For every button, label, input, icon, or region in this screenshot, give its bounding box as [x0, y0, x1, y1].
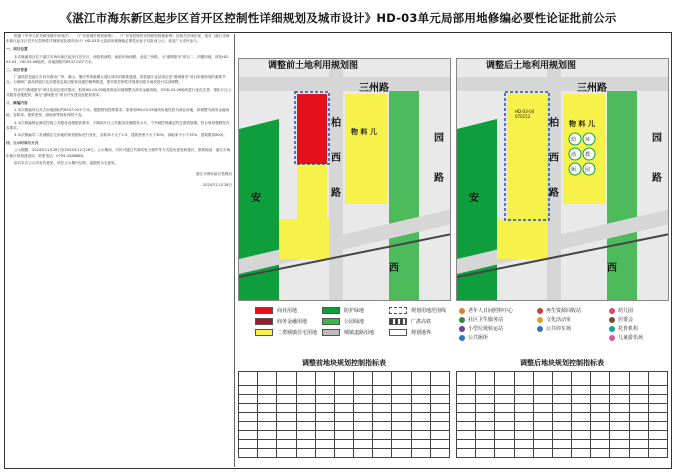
road-baixi — [329, 59, 343, 301]
table-row — [457, 422, 668, 431]
column-divider — [234, 34, 235, 467]
table-row — [457, 386, 668, 395]
legend-item — [322, 307, 364, 314]
residential-plot-east — [563, 94, 605, 204]
signature-date: 2024年11月28日 — [202, 183, 232, 188]
legend-item — [459, 325, 503, 332]
road-sanzhou — [457, 77, 669, 91]
toilet-icon — [459, 335, 465, 341]
facility-label: 物 料 儿 — [569, 120, 595, 128]
legend-label: 规划地界 — [411, 330, 432, 336]
map-legend — [237, 303, 671, 355]
paragraph-1: 本次修编项目位于湛江市海东新区起步区首开区，西临柏西路，南临东海西路，北临三州路，为"港城夏至"项目二、四期用地，涉及HD-03-05、HD-03-06地块，用地面积约6537.00平方米。 — [6, 54, 229, 64]
legend-label: 商务金融用地 — [277, 319, 308, 325]
residential-plot — [297, 164, 327, 219]
after-table-block — [456, 356, 668, 464]
legend-swatch — [255, 307, 273, 314]
section-heading-1: 一、项目位置 — [6, 47, 28, 52]
legend-label: 广湛高铁 — [411, 319, 432, 325]
paragraph-8: 如对本次公示内容有意见，请在公示期内反馈，逾期视为无意见。 — [14, 160, 119, 165]
legend-label: 幼儿园 — [618, 308, 634, 314]
facility-char: 消 — [571, 152, 577, 158]
legend-swatch — [322, 307, 340, 314]
table-row — [457, 413, 668, 422]
legend-swatch — [322, 318, 340, 325]
legend-label: 公园绿地 — [344, 319, 365, 325]
road-sanzhou — [239, 77, 451, 91]
paragraph-7: 公示期限：2024年11月28日至2024年12月28日。公示期间，市民可通过书面或电子邮件等方式提出意见和建议，联系地址：湛江市海东新区规划建设局，联系电话：0759-3388888。 — [6, 148, 231, 158]
legend-swatch — [389, 318, 407, 325]
before-map-svg — [239, 59, 451, 301]
road-label-an: 安 — [251, 193, 261, 204]
table-row — [239, 413, 450, 422]
paragraph-6: 3.本次修编对二类城镇住宅用地的规划指标进行优化，容积率不大于2.5，建筑密度不大于30%，绿地率不小于35%，建筑限高80米。 — [14, 133, 227, 138]
legend-label: 居委会 — [618, 317, 634, 323]
page-title: 《湛江市海东新区起步区首开区控制性详细规划及城市设计》HD-03单元局部用地修编必要性论证批前公示 — [60, 11, 617, 25]
legend-swatch — [255, 318, 273, 325]
residential-plot-south — [279, 219, 329, 259]
road-label-an: 安 — [469, 193, 479, 204]
commercial-plot — [297, 94, 327, 164]
legend-label: 社区卫生服务站 — [468, 317, 504, 323]
facility-char: 教 — [585, 152, 591, 158]
legend-label: 二类城镇住宅用地 — [277, 330, 318, 336]
legend-label: 商业用地 — [277, 308, 298, 314]
table-header-row — [457, 372, 668, 386]
facility-label: 物 料 儿 — [351, 128, 377, 136]
after-map — [456, 58, 669, 301]
section-heading-4: 四、公示时间与方式 — [6, 141, 39, 146]
paragraph-3: 经评估"港城夏至"项目及周边现状情况，拟将HD-03-05地块商业用地调整为商务金融用地，对HD-03-06地块进行优化完善，强化片区公共服务设施配套，满足"港城夏至"项目开发建设及配套需求。 — [6, 87, 232, 97]
paragraph-2: 广湛高铁是湛江市向东联动广州、佛山、肇庆等粤港澳大湾区城市的重要通道，高铁湛江北站周边是"港城夏至"项目用地规划的重要节点。为保障广湛高铁湛江北站建设及周边配套设施的顺利推进，需对原控制性详细规划部分地块进行局部调整。 — [6, 75, 226, 85]
legend-item — [537, 307, 581, 314]
road-label-yuanlu: 路 — [652, 173, 662, 184]
before-table-block — [238, 356, 450, 464]
legend-item — [609, 334, 643, 341]
legend-label: 规划用地范围线 — [411, 308, 447, 314]
legend-swatch — [389, 307, 407, 314]
legend-label: 小型垃圾转运站 — [468, 326, 504, 332]
recycle-icon — [537, 308, 543, 314]
road-label-lu: 路 — [549, 188, 559, 199]
after-table-caption: 调整后地块规划控制指标表 — [520, 359, 604, 367]
legend-item — [389, 329, 431, 336]
road-label-yuanlu: 路 — [434, 173, 444, 184]
table-row — [239, 422, 450, 431]
road-label-bai: 柏 — [549, 118, 559, 129]
legend-swatch — [389, 329, 407, 336]
before-map — [238, 58, 451, 301]
parking-icon — [537, 326, 543, 332]
after-map-svg — [457, 59, 669, 301]
table-row — [239, 440, 450, 449]
paragraph-5: 2.本次修编保证满足控规公共服务设施配套要求，不降低片区公共服务设施服务水平，不突破控规确定的总建筑规模，符合规划强制性内容要求。 — [6, 120, 230, 130]
plot-code-label: HD-03-04 070152 — [515, 109, 535, 119]
table-row — [239, 404, 450, 413]
culture-room-icon — [537, 317, 543, 323]
elderly-center-icon — [459, 308, 465, 314]
table-row — [239, 395, 450, 404]
road-label-bai: 柏 — [331, 118, 341, 129]
section-heading-3: 三、修编内容 — [6, 101, 28, 106]
paragraph-4: 1.本次修编项目共占用地面积约6537.00平方米。根据规划控制要求，原规划HD-03-05地块用地性质为商业用地，拟调整为商务金融用地，容积率、建筑密度、绿地率等指标保持不变。 — [6, 108, 230, 118]
childcare-icon — [609, 326, 615, 332]
legend-item — [322, 318, 364, 325]
facility-char: 环 — [585, 137, 591, 143]
legend-item — [255, 329, 317, 336]
table-row — [457, 404, 668, 413]
legend-item — [459, 316, 503, 323]
table-row — [239, 449, 450, 458]
table-header-row — [239, 372, 450, 386]
road-label-lu: 路 — [331, 188, 341, 199]
after-map-title: 调整后土地利用规划图 — [486, 61, 577, 71]
legend-item — [459, 334, 488, 341]
legend-item — [255, 307, 297, 314]
intro-paragraph: 根据《中华人民共和国城乡规划法》、《广东省城乡规划条例》、《广东省控制性详细规划管理条例》及相关法律法规，现对《湛江市海东新区起步区首开区控制性详细规划及城市设计》HD-03单元局部用地修编必要性论证予以批前公示，欢迎广大市民参与。 — [6, 34, 230, 44]
legend-item — [255, 318, 307, 325]
before-map-title: 调整前土地利用规划图 — [268, 61, 359, 71]
legend-item — [322, 329, 374, 336]
legend-label: 再生资源回收站 — [546, 308, 582, 314]
legend-item — [609, 325, 638, 332]
legend-label: 儿童游乐场 — [618, 335, 644, 341]
table-row — [239, 386, 450, 395]
table-row — [457, 431, 668, 440]
road-label-xi2: 西 — [607, 263, 617, 274]
legend-label: 老年人日间照料中心 — [468, 308, 514, 314]
signature-org: 湛江市海东新区管理局 — [196, 172, 232, 177]
legend-item — [537, 325, 571, 332]
legend-label: 公共厕所 — [468, 335, 489, 341]
notice-text — [6, 34, 232, 467]
legend-label: 托育机构 — [618, 326, 639, 332]
legend-swatch — [322, 329, 340, 336]
before-table-caption: 调整前地块规划控制指标表 — [302, 359, 386, 367]
kindergarten-icon — [609, 308, 615, 314]
legend-item — [537, 316, 571, 323]
before-table — [238, 371, 450, 458]
road-label-sanzhou: 三州路 — [577, 83, 607, 94]
road-label-xi2: 西 — [389, 263, 399, 274]
road-label-sanzhou: 三州路 — [359, 83, 389, 94]
legend-item — [389, 307, 446, 314]
residential-plot-east — [345, 94, 387, 204]
facility-char: 厕 — [571, 167, 577, 173]
playground-icon — [609, 335, 615, 341]
legend-label: 城镇道路用地 — [344, 330, 375, 336]
table-row — [239, 431, 450, 440]
road-label-yuan: 园 — [434, 133, 444, 144]
road-label-xi: 西 — [549, 153, 559, 164]
legend-item — [389, 318, 431, 325]
health-station-icon — [459, 317, 465, 323]
legend-swatch — [255, 329, 273, 336]
legend-label: 防护绿地 — [344, 308, 365, 314]
legend-label: 公共停车场 — [546, 326, 572, 332]
section-heading-2: 二、项目背景 — [6, 68, 28, 73]
road-label-xi: 西 — [331, 153, 341, 164]
waste-station-icon — [459, 326, 465, 332]
table-row — [457, 449, 668, 458]
table-row — [457, 395, 668, 404]
legend-item — [459, 307, 513, 314]
after-table — [456, 371, 668, 458]
committee-icon — [609, 317, 615, 323]
legend-item — [609, 307, 633, 314]
table-row — [457, 440, 668, 449]
legend-label: 文化活动室 — [546, 317, 572, 323]
road-label-yuan: 园 — [652, 133, 662, 144]
legend-item — [609, 316, 633, 323]
residential-plot-south — [497, 219, 547, 259]
facility-char: 幼 — [571, 137, 577, 143]
facility-char: 园 — [585, 167, 591, 173]
